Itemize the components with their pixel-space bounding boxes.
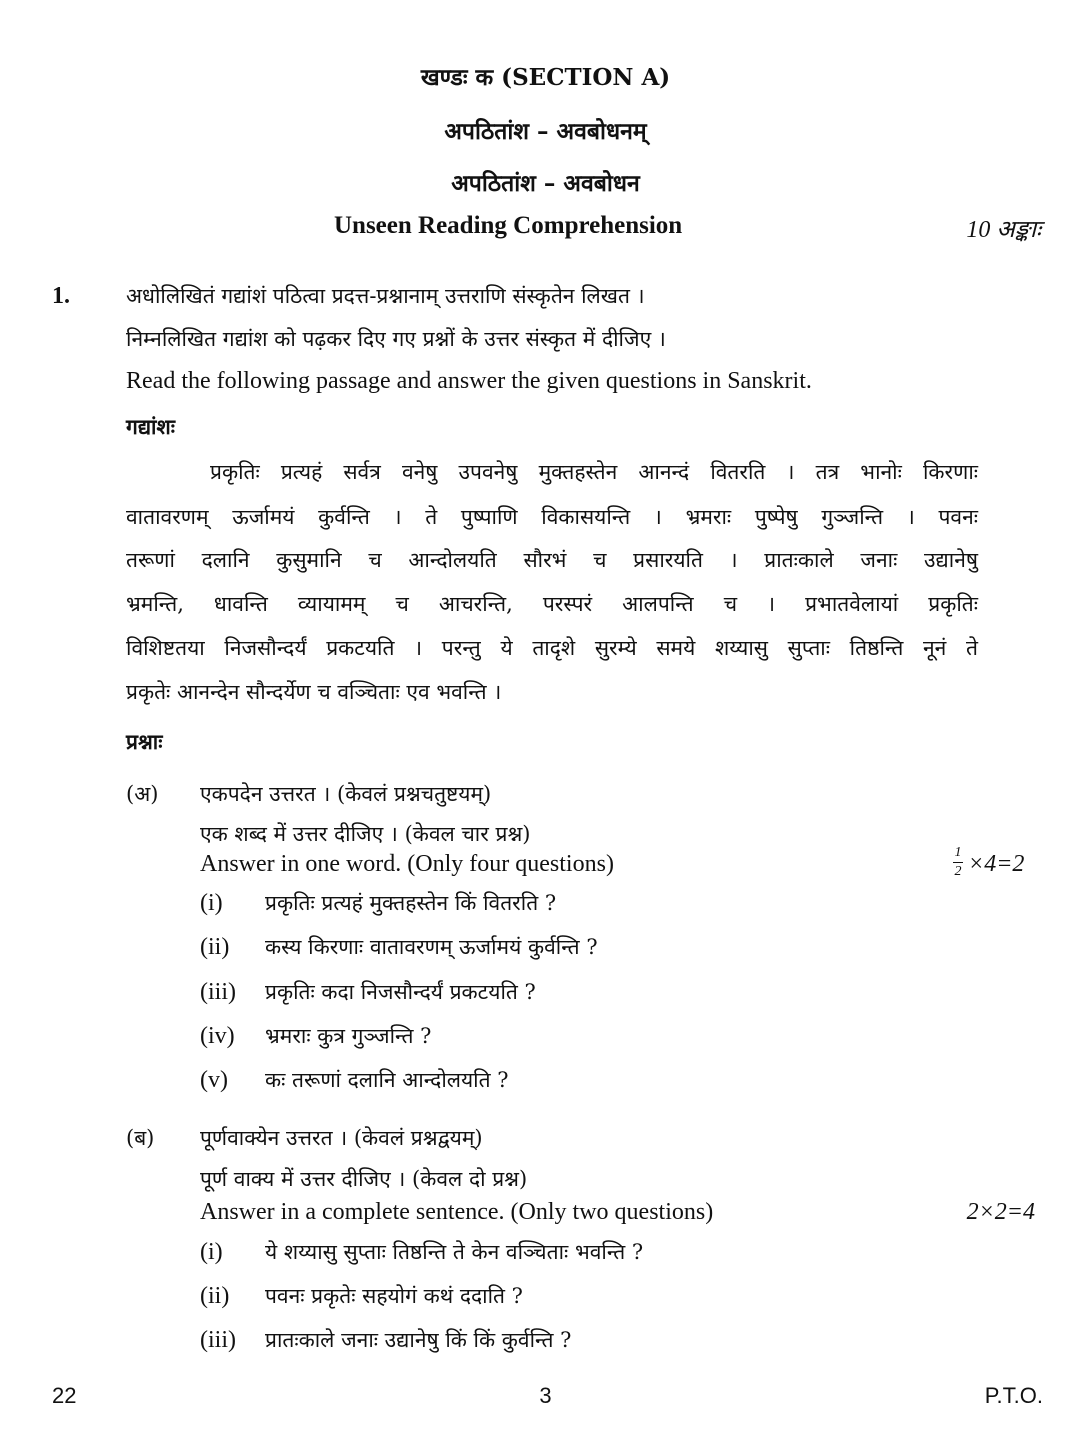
part-a-instruction-sanskrit: एकपदेन उत्तरत । (केवलं प्रश्नचतुष्टयम्) [200, 782, 492, 806]
item-text: कस्य किरणाः वातावरणम् ऊर्जामयं कुर्वन्ति ? [265, 935, 598, 959]
section-heading: खण्डः क (SECTION A) [420, 64, 671, 91]
item-number: (i) [200, 890, 223, 916]
passage-label: गद्यांशः [126, 414, 176, 439]
fraction-numerator: 1 [954, 845, 962, 860]
part-b-label: (ब) [126, 1126, 155, 1150]
item-text: प्रकृतिः प्रत्यहं मुक्तहस्तेन किं वितरति ? [265, 891, 557, 915]
passage-line: वातावरणम् ऊर्जामयं कुर्वन्ति । ते पुष्पाणि विकासयन्ति । भ्रमराः पुष्पेषु गुञ्जन्ति । पवनः [126, 505, 978, 529]
item-text: ये शय्यासु सुप्ताः तिष्ठन्ति ते केन वञ्चिताः भवन्ति ? [265, 1240, 644, 1264]
paper-code: 22 [52, 1383, 77, 1408]
questions-label: प्रश्नाः [126, 729, 163, 754]
marks-multiplier: ×4=2 [968, 851, 1025, 877]
marks-fraction [953, 846, 963, 879]
instruction-english: Read the following passage and answer the given questions in Sanskrit. [126, 368, 812, 394]
item-number: (ii) [200, 1283, 230, 1309]
instruction-hindi: निम्नलिखित गद्यांश को पढ़कर दिए गए प्रश्नों के उत्तर संस्कृत में दीजिए । [126, 327, 666, 351]
item-text: कः तरूणां दलानि आन्दोलयति ? [265, 1068, 509, 1092]
part-b-instruction-english: Answer in a complete sentence. (Only two questions) [200, 1199, 714, 1225]
pto-label: P.T.O. [984, 1383, 1043, 1408]
part-a-instruction-english: Answer in one word. (Only four questions) [200, 851, 614, 877]
item-number: (iii) [200, 1327, 236, 1353]
title-english: Unseen Reading Comprehension [334, 212, 683, 239]
section-marks: 10 अङ्काः [966, 217, 1041, 243]
item-number: (iv) [200, 1023, 235, 1049]
item-number: (iii) [200, 979, 236, 1005]
passage-line: प्रकृतेः आनन्देन सौन्दर्येण च वञ्चिताः एव भवन्ति । [126, 680, 502, 704]
part-b-marks: 2×2=4 [966, 1199, 1035, 1225]
passage-line: विशिष्टतया निजसौन्दर्यं प्रकटयति । परन्तु ये तादृशे सुरम्ये समये शय्यासु सुप्ताः तिष्ठन्ति नूनं ते [126, 636, 978, 660]
part-a-label: (अ) [126, 782, 159, 806]
item-number: (v) [200, 1067, 228, 1093]
passage-line: भ्रमन्ति, धावन्ति व्यायामम् च आचरन्ति, परस्परं आलपन्ति च । प्रभातवेलायां प्रकृतिः [126, 592, 978, 616]
part-b-instruction-sanskrit: पूर्णवाक्येन उत्तरत । (केवलं प्रश्नद्वयम्) [200, 1126, 483, 1150]
title-hindi: अपठितांश – अवबोधन [451, 170, 640, 197]
part-a-instruction-hindi: एक शब्द में उत्तर दीजिए । (केवल चार प्रश्न) [200, 822, 531, 846]
item-text: पवनः प्रकृतेः सहयोगं कथं ददाति ? [265, 1284, 523, 1308]
fraction-denominator: 2 [954, 864, 962, 879]
fraction-bar [953, 862, 963, 863]
question-number: 1. [52, 283, 70, 309]
part-b-instruction-hindi: पूर्ण वाक्य में उत्तर दीजिए । (केवल दो प्रश्न) [200, 1167, 528, 1191]
passage-line: तरूणां दलानि कुसुमानि च आन्दोलयति सौरभं च प्रसारयति । प्रातःकाले जनाः उद्यानेषु [126, 548, 978, 572]
item-number: (ii) [200, 934, 230, 960]
title-sanskrit: अपठितांश – अवबोधनम् [444, 118, 647, 145]
item-text: प्रकृतिः कदा निजसौन्दर्यं प्रकटयति ? [265, 980, 536, 1004]
item-number: (i) [200, 1239, 223, 1265]
item-text: प्रातःकाले जनाः उद्यानेषु किं किं कुर्वन्ति ? [265, 1328, 572, 1352]
instruction-sanskrit: अधोलिखितं गद्यांशं पठित्वा प्रदत्त-प्रश्नानाम् उत्तराणि संस्कृतेन लिखत । [126, 284, 645, 308]
page-number: 3 [539, 1383, 552, 1408]
passage-line: प्रकृतिः प्रत्यहं सर्वत्र वनेषु उपवनेषु मुक्तहस्तेन आनन्दं वितरति । तत्र भानोः किरणाः [210, 460, 978, 484]
item-text: भ्रमराः कुत्र गुञ्जन्ति ? [265, 1024, 432, 1048]
